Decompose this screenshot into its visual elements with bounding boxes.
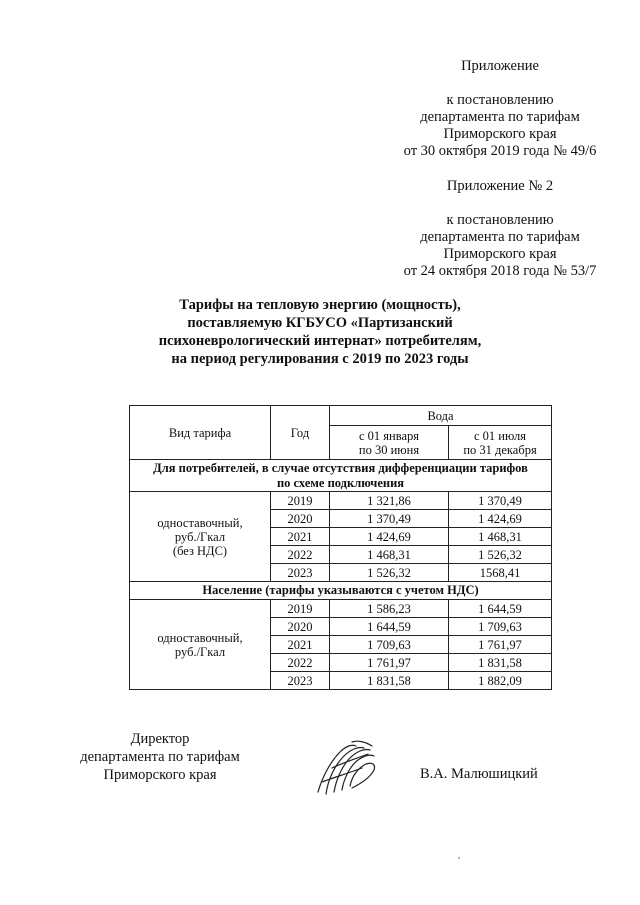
value-cell: 1 761,97 [449, 636, 552, 654]
value-cell: 1 468,31 [449, 528, 552, 546]
year-cell: 2021 [271, 528, 330, 546]
section-1-heading-line-1: Для потребителей, в случае отсутствия дифференциации тарифов [153, 460, 528, 475]
scan-speck [458, 857, 460, 859]
title-line-3: психоневрологический интернат» потребителям, [158, 333, 482, 349]
col-header-period-2 [449, 426, 552, 460]
tariff-type-cell [130, 600, 271, 690]
value-cell: 1 424,69 [449, 510, 552, 528]
appendix-2-line-1: к постановлению [446, 212, 554, 228]
appendix-line-3: Приморского края [443, 126, 557, 142]
period-2-line-1: с 01 июля [474, 428, 527, 443]
tariff-type-cell [130, 492, 271, 582]
value-cell: 1 321,86 [330, 492, 449, 510]
appendix-2-label: Приложение № 2 [446, 178, 554, 194]
appendix-2-line-3: Приморского края [443, 246, 557, 262]
year-cell: 2023 [271, 672, 330, 690]
year-cell: 2022 [271, 546, 330, 564]
section-heading-row [130, 582, 552, 600]
section-2-type-line-2: руб./Гкал [174, 644, 226, 659]
value-cell: 1 586,23 [330, 600, 449, 618]
title-line-4: на период регулирования с 2019 по 2023 годы [171, 351, 469, 367]
handwritten-signature-icon [312, 738, 384, 800]
signatory-line-2: департамента по тарифам [80, 749, 240, 765]
year-cell: 2020 [271, 618, 330, 636]
col-header-tariff-type: Вид тарифа [130, 406, 271, 460]
period-2-line-2: по 31 декабря [463, 442, 537, 457]
appendix-line-4: от 30 октября 2019 года № 49/6 [403, 143, 597, 159]
period-1-line-2: по 30 июня [358, 442, 420, 457]
section-1-type-line-1: одноставочный, [157, 515, 243, 530]
signatory-name: В.А. Малюшицкий [420, 766, 538, 782]
section-heading: Население (тарифы указываются с учетом НДС) [130, 582, 552, 600]
appendix-header [380, 58, 620, 160]
title-line-2: поставляемую КГБУСО «Партизанский [187, 315, 453, 331]
section-heading-row [130, 460, 552, 492]
value-cell: 1 526,32 [449, 546, 552, 564]
table-row [130, 600, 552, 618]
section-1-heading-line-2: по схеме подключения [276, 475, 405, 490]
title-line-1: Тарифы на тепловую энергию (мощность), [179, 297, 461, 313]
value-cell: 1 644,59 [330, 618, 449, 636]
value-cell: 1 370,49 [449, 492, 552, 510]
signatory-line-1: Директор [130, 731, 190, 747]
appendix-line-1: к постановлению [446, 92, 554, 108]
section-heading [130, 460, 552, 492]
tariff-table [129, 405, 552, 690]
appendix-2-header [380, 178, 620, 280]
value-cell: 1 831,58 [330, 672, 449, 690]
signatory-position [60, 730, 260, 784]
value-cell: 1 370,49 [330, 510, 449, 528]
value-cell: 1 468,31 [330, 546, 449, 564]
year-cell: 2019 [271, 600, 330, 618]
section-2-type-line-1: одноставочный, [157, 630, 243, 645]
year-cell: 2019 [271, 492, 330, 510]
value-cell: 1 526,32 [330, 564, 449, 582]
period-1-line-1: с 01 января [358, 428, 420, 443]
appendix-2-line-2: департамента по тарифам [420, 229, 580, 245]
value-cell: 1 424,69 [330, 528, 449, 546]
appendix-line-2: департамента по тарифам [420, 109, 580, 125]
value-cell: 1 709,63 [449, 618, 552, 636]
value-cell: 1 709,63 [330, 636, 449, 654]
table-row [130, 492, 552, 510]
col-header-year: Год [271, 406, 330, 460]
value-cell: 1568,41 [449, 564, 552, 582]
table-header-row [130, 406, 552, 426]
year-cell: 2023 [271, 564, 330, 582]
document-title [120, 296, 520, 368]
col-header-water: Вода [330, 406, 552, 426]
year-cell: 2021 [271, 636, 330, 654]
value-cell: 1 761,97 [330, 654, 449, 672]
appendix-2-line-4: от 24 октября 2018 года № 53/7 [403, 263, 597, 279]
year-cell: 2020 [271, 510, 330, 528]
appendix-label: Приложение [461, 58, 539, 74]
col-header-period-1 [330, 426, 449, 460]
section-1-type-line-2: руб./Гкал [174, 529, 226, 544]
value-cell: 1 644,59 [449, 600, 552, 618]
value-cell: 1 831,58 [449, 654, 552, 672]
value-cell: 1 882,09 [449, 672, 552, 690]
signatory-line-3: Приморского края [103, 767, 217, 783]
year-cell: 2022 [271, 654, 330, 672]
section-1-type-line-3: (без НДС) [172, 543, 228, 558]
